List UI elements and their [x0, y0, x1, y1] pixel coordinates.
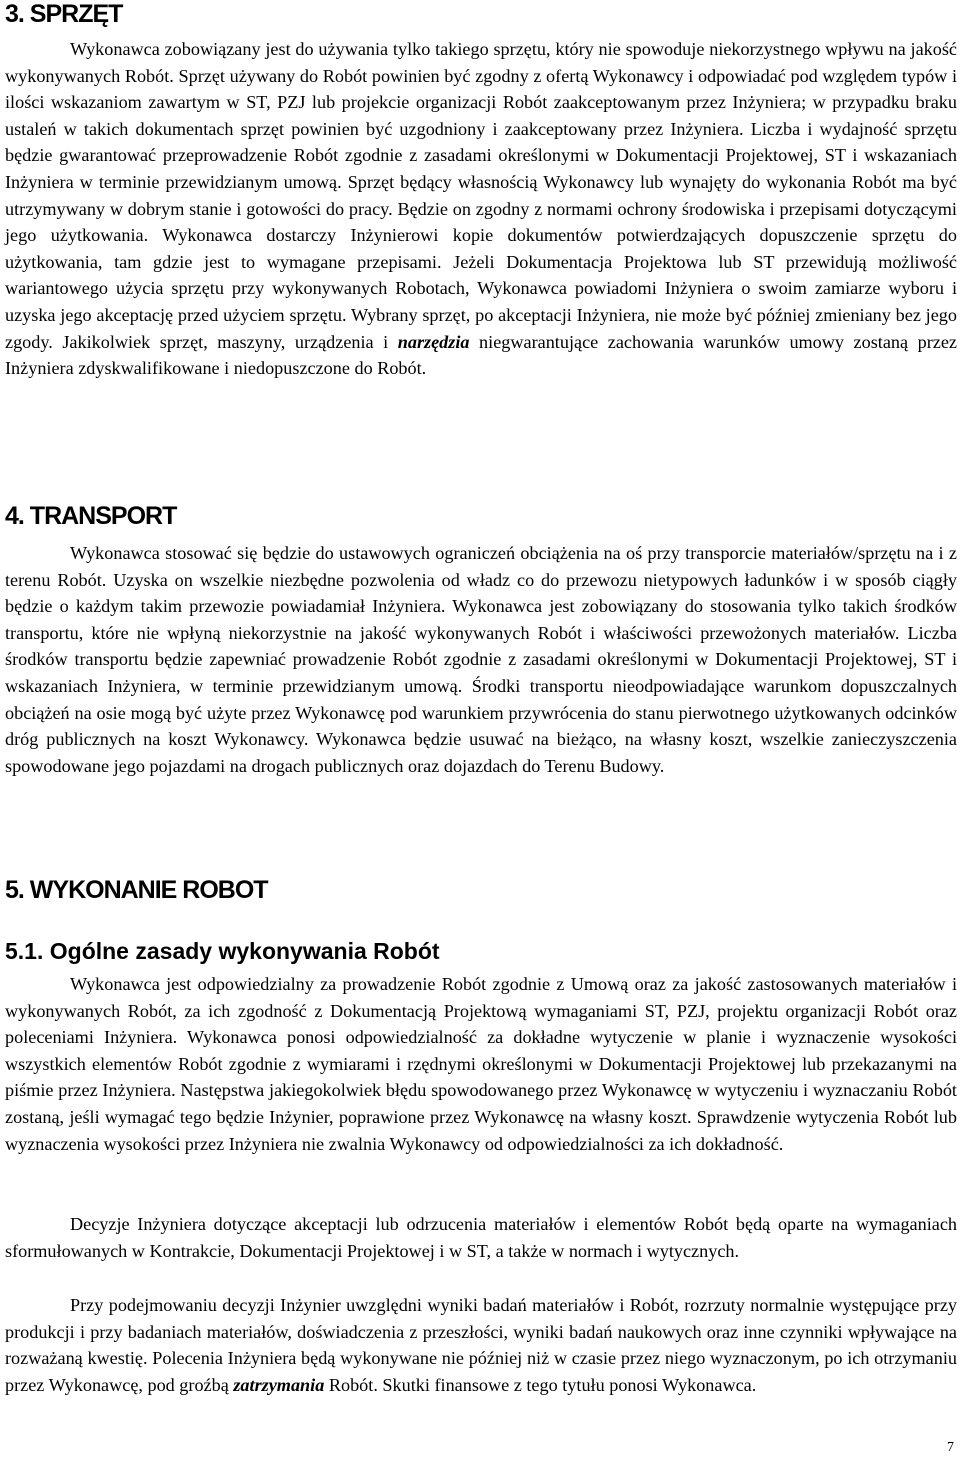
section-5-heading: 5. WYKONANIE ROBOT — [5, 876, 268, 904]
section-3-emphasis: narzędzia — [397, 331, 470, 352]
section-4-heading: 4. TRANSPORT — [5, 502, 177, 530]
section-5-1-paragraph-3 — [5, 1292, 957, 1398]
section-5-1-emphasis: zatrzymania — [233, 1374, 325, 1395]
section-5-1-paragraph-2: Decyzje Inżyniera dotyczące akceptacji lub odrzucenia materiałów i elementów Robót będą oparte na wymaganiach sformułowanych w Kontrakcie, Dokumentacji Projektowej i w ST, a także w normach i wytycznych. — [5, 1214, 957, 1261]
section-5-1-text: Przy podejmowaniu decyzji Inżynier uwzględni wyniki badań materiałów i Robót, rozrzuty normalnie występujące przy produkcji i przy badaniach materiałów, doświadczenia z przeszłości, wyniki badań naukowych oraz inne czynniki wpływające na rozważaną kwestię. Polecenia Inżyniera będą wykonywane nie później niż w czasie przez niego wyznaczonym, po ich otrzymaniu przez Wykonawcę, pod groźbą — [5, 1295, 957, 1395]
section-4-paragraph: Wykonawca stosować się będzie do ustawowych ograniczeń obciążenia na oś przy transporcie materiałów/sprzętu na i z terenu Robót. Uzyska on wszelkie niezbędne pozwolenia od władz co do przewozu nietypowych ładunków i w sposób ciągły będzie o każdym takim przewozie powiadamiał Inżyniera. Wykonawca jest zobowiązany do stosowania tylko takich środków transportu, które nie wpłyną niekorzystnie na jakość wykonywanych Robót i właściwości przewożonych materiałów. Liczba środków transportu będzie zapewniać prowadzenie Robót zgodnie z zasadami określonymi w Dokumentacji Projektowej, ST i wskazaniach Inżyniera, w terminie przewidzianym umową. Środki transportu nieodpowiadające warunkom dopuszczalnych obciążeń na osie mogą być użyte przez Wykonawcę pod warunkiem przywrócenia do stanu pierwotnego użytkowanych odcinków dróg publicznych na koszt Wykonawcy. Wykonawca będzie usuwać na bieżąco, na własny koszt, wszelkie zanieczyszczenia spowodowane jego pojazdami na drogach publicznych oraz dojazdach do Terenu Budowy. — [5, 543, 957, 776]
section-5-1-text-end: Robót. Skutki finansowe z tego tytułu ponosi Wykonawca. — [324, 1374, 757, 1395]
section-5-1-paragraph-1: Wykonawca jest odpowiedzialny za prowadzenie Robót zgodnie z Umową oraz za jakość zastosowanych materiałów i wykonywanych Robót, za ich zgodność z Dokumentacją Projektową wymaganiami ST, PZJ, projektu organizacji Robót oraz poleceniami Inżyniera. Wykonawca ponosi odpowiedzialność za dokładne wytyczenie w planie i wyznaczenie wysokości wszystkich elementów Robót zgodnie z wymiarami i rzędnymi określonymi w Dokumentacji Projektowej lub przekazanymi na piśmie przez Inżyniera. Następstwa jakiegokolwiek błędu spowodowanego przez Wykonawcę w wytyczeniu i wyznaczaniu Robót zostaną, jeśli wymagać tego będzie Inżynier, poprawione przez Wykonawcę na własny koszt. Sprawdzenie wytyczenia Robót lub wyznaczenia wysokości przez Inżyniera nie zwalnia Wykonawcy od odpowiedzialności za ich dokładność. — [5, 974, 957, 1154]
section-3-text-end: niegwarantujące zachowania warunków umowy zostaną przez Inżyniera zdyskwalifikowane i niedopuszczone do Robót. — [5, 331, 957, 379]
section-3-text: Wykonawca zobowiązany jest do używania tylko takiego sprzętu, który nie spowoduje niekorzystnego wpływu na jakość wykonywanych Robót. Sprzęt używany do Robót powinien być zgodny z ofertą Wykonawcy i odpowiadać pod względem typów i ilości wskazaniom zawartym w ST, PZJ lub projekcie organizacji Robót zaakceptowanym przez Inżyniera; w przypadku braku ustaleń w takich dokumentach sprzęt powinien być uzgodniony i zaakceptowany przez Inżyniera. Liczba i wydajność sprzętu będzie gwarantować przeprowadzenie Robót zgodnie z zasadami określonymi w Dokumentacji Projektowej, ST i wskazaniach Inżyniera w terminie przewidzianym umową. Sprzęt będący własnością Wykonawcy lub wynajęty do wykonania Robót ma być utrzymywany w dobrym stanie i gotowości do pracy. Będzie on zgodny z normami ochrony środowiska i przepisami dotyczącymi jego użytkowania. Wykonawca dostarczy Inżynierowi kopie dokumentów potwierdzających dopuszczenie sprzętu do użytkowania, tam gdzie jest to wymagane przepisami. Jeżeli Dokumentacja Projektowa lub ST przewidują możliwość wariantowego użycia sprzętu przy wykonywanych Robotach, Wykonawca powiadomi Inżyniera o swoim zamiarze wyboru i uzyska jego akceptację przed użyciem sprzętu. Wybrany sprzęt, po akceptacji Inżyniera, nie może być później zmieniany bez jego zgody. Jakikolwiek sprzęt, maszyny, urządzenia i — [5, 39, 957, 352]
section-5-1-heading: 5.1. Ogólne zasady wykonywania Robót — [5, 938, 440, 964]
section-3-heading: 3. SPRZĘT — [5, 0, 123, 28]
page-number: 7 — [947, 1440, 954, 1455]
section-3-paragraph — [5, 36, 957, 382]
